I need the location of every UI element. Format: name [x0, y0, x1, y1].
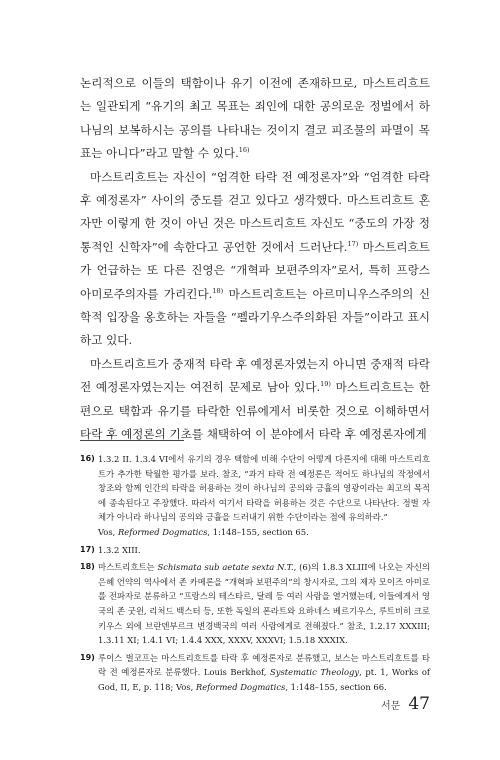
footnote-18: 18) 마스트리흐트는 Schismata sub aetate sexta N.T., (6)의 1.8.3 XLIII에 나오는 자신의 은혜 언약의 역사에서 존 카메론을 “개혁파 보편주의”의 창시자로, 그의 제자 모이즈 아미로를 전파자로 분류하고 “프랑스의 테스타르, 달레 등 여러 사람을 열거했는데, 이들에게서 영국의 존 굿윈, 리처드 백스터 등, 또한 독일의 폰라트와 요하네스 베르기우스, 루트비히 크로키우스 외에 브란덴부르크 변경백국의 여러 사람에게로 전해졌다.” 참조, 1.2.17 XXXIII; 1.3.11 XI; 1.4.1 VI; 1.4.4 XXX, XXXV, XXXVI; 1.5.18 XXXIX. [80, 560, 430, 648]
paragraph-1: 논리적으로 이들의 택함이나 유기 이전에 존재하므로, 마스트리흐트는 일관되게 “유기의 최고 목표는 죄인에 대한 공의로운 정벌에서 하나님의 보복하시는 공의를 나타내는 것이지 결코 피조물의 파멸이 목표는 아니다”라고 말할 수 있다.$^{16)}$ [80, 76, 430, 161]
page-footer [381, 694, 430, 714]
footnote-ref-16[interactable]: 16) [238, 146, 250, 155]
paragraph-2: 마스트리흐트는 자신이 “엄격한 타락 전 예정론자”와 “엄격한 타락 후 예정론자” 사이의 중도를 걷고 있다고 생각했다. 마스트리흐트 혼자만 이렇게 한 것이 아닌 것은 마스트리흐트 자신도 “중도의 가장 정통적인 신학자”에 속한다고 공언한 것에서 드러난다.$^{17)}$ 마스트리흐트가 언급하는 또 다른 진영은 “개혁파 보편주의자”로서, 특히 프랑스 아미로주의자를 가리킨다.$^{18)}$ 마스트리흐트는 아르미니우스주의의 신학적 입장을 옹호하는 자들을 “펠라기우스주의화된 자들”이라고 표시하고 있다. [80, 169, 430, 348]
main-text [80, 72, 430, 447]
footnote-ref-18[interactable]: 18) [212, 286, 224, 295]
footnote-ref-19[interactable]: 19) [320, 380, 331, 389]
footnote-number: 19) [80, 652, 95, 662]
footnote-16: 16) 1.3.2 II. 1.3.4 VI에서 유기의 경우 택함에 비해 수단이 어떻게 다른지에 대해 마스트리흐트가 추가한 탁월한 평가를 보라. 참조, “과거 타락 전 예정론은 적어도 하나님의 작정에서 창조와 함께 인간의 타락을 허용하는 것이 하나님의 공의와 긍휼의 영광이라는 최고의 목적에 종속된다고 주장했다. 따라서 여기서 타락을 허용하는 것은 수단으로 나타난다. 정벌 자체가 아니라 하나님의 공의와 긍휼을 드러내기 위한 수단이라는 점에 유의하라.” Vos, Reformed Dogmatics, 1:148–155, section 65. [80, 452, 430, 540]
page-number: 47 [408, 694, 430, 714]
footnote-19: 19) 루이스 벌코프는 마스트리흐트를 타락 후 예정론자로 분류했고, 보스는 마스트리흐트를 타락 전 예정론자로 분류했다. Louis Berkhof, Systematic Theology, pt. 1, Works of God, II, E, p. 118; Vos, Reformed Dogmatics, 1:148–155, section 66. [80, 651, 430, 695]
paragraph-3: 마스트리흐트가 중재적 타락 후 예정론자였는지 아니면 중재적 타락 전 예정론자였는지는 여전히 문제로 남아 있다.$^{19)}$ 마스트리흐트는 한편으로 택함과 유기를 타락한 인류에게서 비롯한 것으로 이해하면서 타락 후 예정론의 기초를 채택하여 이 분야에서 타락 후 예정론자에게 [80, 356, 431, 442]
footnote-ref-17[interactable]: 17) [347, 239, 359, 248]
footnote-number: 16) [80, 454, 95, 463]
section-label: 서문 [381, 701, 401, 712]
footnote-divider [80, 440, 184, 441]
footnote-17: 17) 1.3.2 XIII. [80, 543, 430, 558]
footnote-number: 18) [80, 562, 95, 572]
footnote-number: 17) [80, 544, 95, 554]
footnotes [80, 452, 430, 698]
